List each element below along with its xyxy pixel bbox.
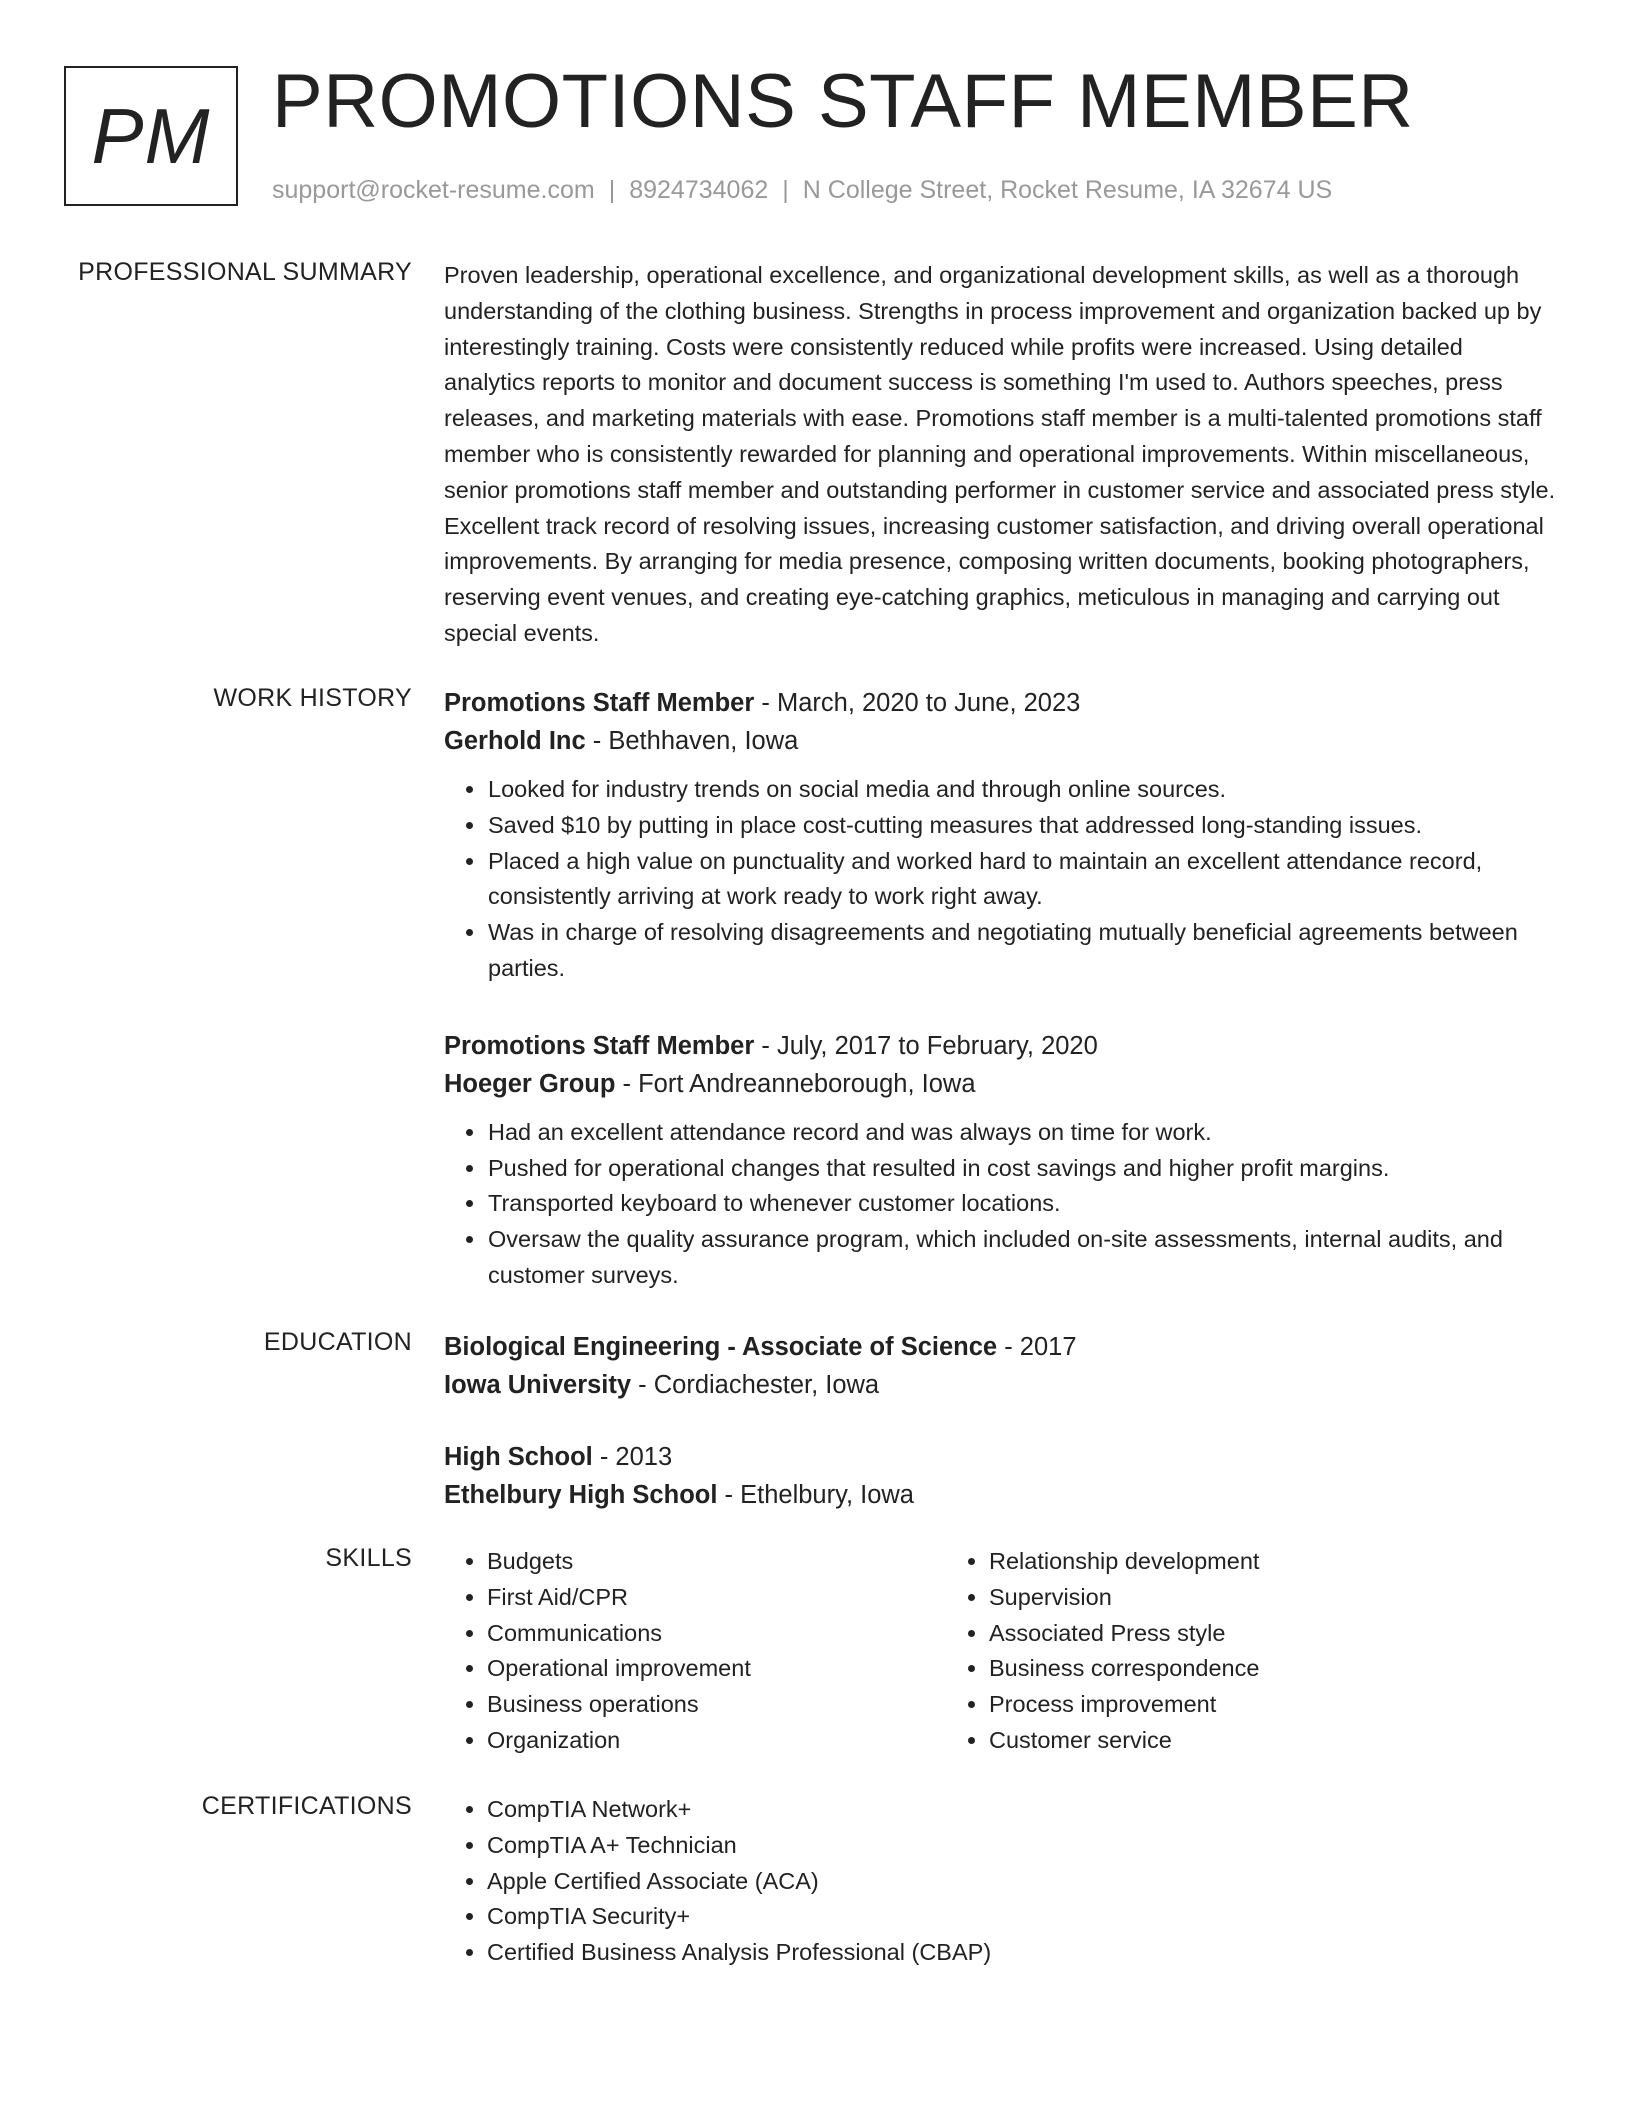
degree: High School: [444, 1443, 593, 1471]
contact-address: N College Street, Rocket Resume, IA 32674 US: [802, 176, 1333, 204]
contact-separator: |: [782, 176, 789, 204]
job-title-line: [444, 684, 1556, 722]
section-heading: EDUCATION: [263, 1328, 412, 1356]
job-duty: • Had an excellent attendance record and was always on time for work.: [487, 1115, 1556, 1151]
skills-columns: [444, 1544, 1556, 1759]
certifications-list: [444, 1792, 1556, 1971]
job-duty: • Was in charge of resolving disagreements and negotiating mutually beneficial agreements between parties.: [487, 915, 1556, 987]
degree-line: [444, 1328, 1556, 1366]
job-duties: [444, 1115, 1556, 1294]
school-location: - Ethelbury, Iowa: [724, 1481, 914, 1509]
monogram-initials: PM: [91, 91, 211, 180]
job-company: Hoeger Group: [444, 1069, 616, 1098]
job-company-line: [444, 1065, 1556, 1103]
candidate-name: PROMOTIONS STAFF MEMBER: [272, 59, 1414, 144]
certification-item: • Certified Business Analysis Professional (CBAP): [487, 1935, 1556, 1971]
degree-line: [444, 1438, 1556, 1476]
education-entry: [444, 1438, 1556, 1514]
certification-item: • CompTIA Network+: [487, 1792, 1556, 1828]
job-duty: • Looked for industry trends on social media and through online sources.: [487, 772, 1556, 808]
job-title-line: [444, 1027, 1556, 1065]
job-title: Promotions Staff Member: [444, 689, 755, 717]
job-title: Promotions Staff Member: [444, 1031, 755, 1060]
contact-separator: |: [608, 176, 616, 204]
summary-text: Proven leadership, operational excellence, and organizational development skills, as well as a thorough understanding of the clothing business. Strengths in process improvement and organization backed up by interestingly training. Costs were consistently reduced while profits were increased. Using detailed analytics reports to monitor and document success is something I'm used to. Authors speeches, press releases, and marketing materials with ease. Promotions staff member is a multi-talented promotions staff member who is consistently rewarded for planning and operational improvements. Within miscellaneous, senior promotions staff member and outstanding performer in customer service and associated press style. Excellent track record of resolving issues, increasing customer satisfaction, and driving overall operational improvements. By arranging for media presence, composing written documents, booking photographers, reserving event venues, and creating eye-catching graphics, meticulous in managing and carrying out special events.: [444, 262, 1556, 646]
certification-item: • CompTIA Security+: [487, 1899, 1556, 1935]
job-company-line: [444, 722, 1556, 760]
job-duty: • Saved $10 by putting in place cost-cutting measures that addressed long-standing issues.: [487, 808, 1556, 844]
contact-line: [272, 176, 1332, 205]
job-entry: [444, 684, 1556, 987]
skill-item: • Budgets: [487, 1544, 946, 1580]
certification-item: • Apple Certified Associate (ACA): [487, 1864, 1556, 1900]
education-entry: [444, 1328, 1556, 1404]
school-line: [444, 1476, 1556, 1514]
job-dates: - March, 2020 to June, 2023: [761, 689, 1081, 717]
job-location: - Fort Andreanneborough, Iowa: [622, 1069, 976, 1098]
job-entry: [444, 1027, 1556, 1294]
skill-item: • Customer service: [989, 1723, 1448, 1759]
school-line: [444, 1366, 1556, 1404]
section-heading: WORK HISTORY: [213, 684, 412, 712]
skills-list-left: [444, 1544, 946, 1759]
section-heading: CERTIFICATIONS: [201, 1792, 412, 1820]
monogram-logo: [64, 66, 238, 206]
graduation-year: - 2017: [1004, 1333, 1077, 1361]
certification-item: • CompTIA A+ Technician: [487, 1828, 1556, 1864]
section-heading: PROFESSIONAL SUMMARY: [78, 258, 412, 286]
skill-item: • Business correspondence: [989, 1651, 1448, 1687]
graduation-year: - 2013: [599, 1443, 673, 1471]
skill-item: • Business operations: [487, 1687, 946, 1723]
job-duty: • Oversaw the quality assurance program, which included on-site assessments, internal audits, and customer surveys.: [487, 1222, 1556, 1294]
degree: Biological Engineering - Associate of Science: [444, 1333, 998, 1361]
skill-item: • Associated Press style: [989, 1616, 1448, 1652]
skill-item: • Relationship development: [989, 1544, 1448, 1580]
contact-email[interactable]: support@rocket-resume.com: [272, 176, 595, 204]
job-duty: • Placed a high value on punctuality and worked hard to maintain an excellent attendance record, consistently arriving at work ready to work right away.: [487, 844, 1556, 916]
job-duties: [444, 772, 1556, 987]
job-company: Gerhold Inc: [444, 727, 586, 755]
job-location: - Bethhaven, Iowa: [592, 727, 799, 755]
skill-item: • First Aid/CPR: [487, 1580, 946, 1616]
skill-item: • Organization: [487, 1723, 946, 1759]
skill-item: • Operational improvement: [487, 1651, 946, 1687]
school-location: - Cordiachester, Iowa: [638, 1371, 880, 1399]
school: Ethelbury High School: [444, 1481, 718, 1509]
skill-item: • Communications: [487, 1616, 946, 1652]
skill-item: • Supervision: [989, 1580, 1448, 1616]
section-heading: SKILLS: [325, 1544, 412, 1572]
job-duty: • Transported keyboard to whenever customer locations.: [487, 1186, 1556, 1222]
skills-list-right: [946, 1544, 1448, 1759]
job-dates: - July, 2017 to February, 2020: [761, 1031, 1098, 1060]
school: Iowa University: [444, 1371, 632, 1399]
skill-item: • Process improvement: [989, 1687, 1448, 1723]
job-duty: • Pushed for operational changes that resulted in cost savings and higher profit margins.: [487, 1151, 1556, 1187]
contact-phone[interactable]: 8924734062: [629, 176, 769, 204]
